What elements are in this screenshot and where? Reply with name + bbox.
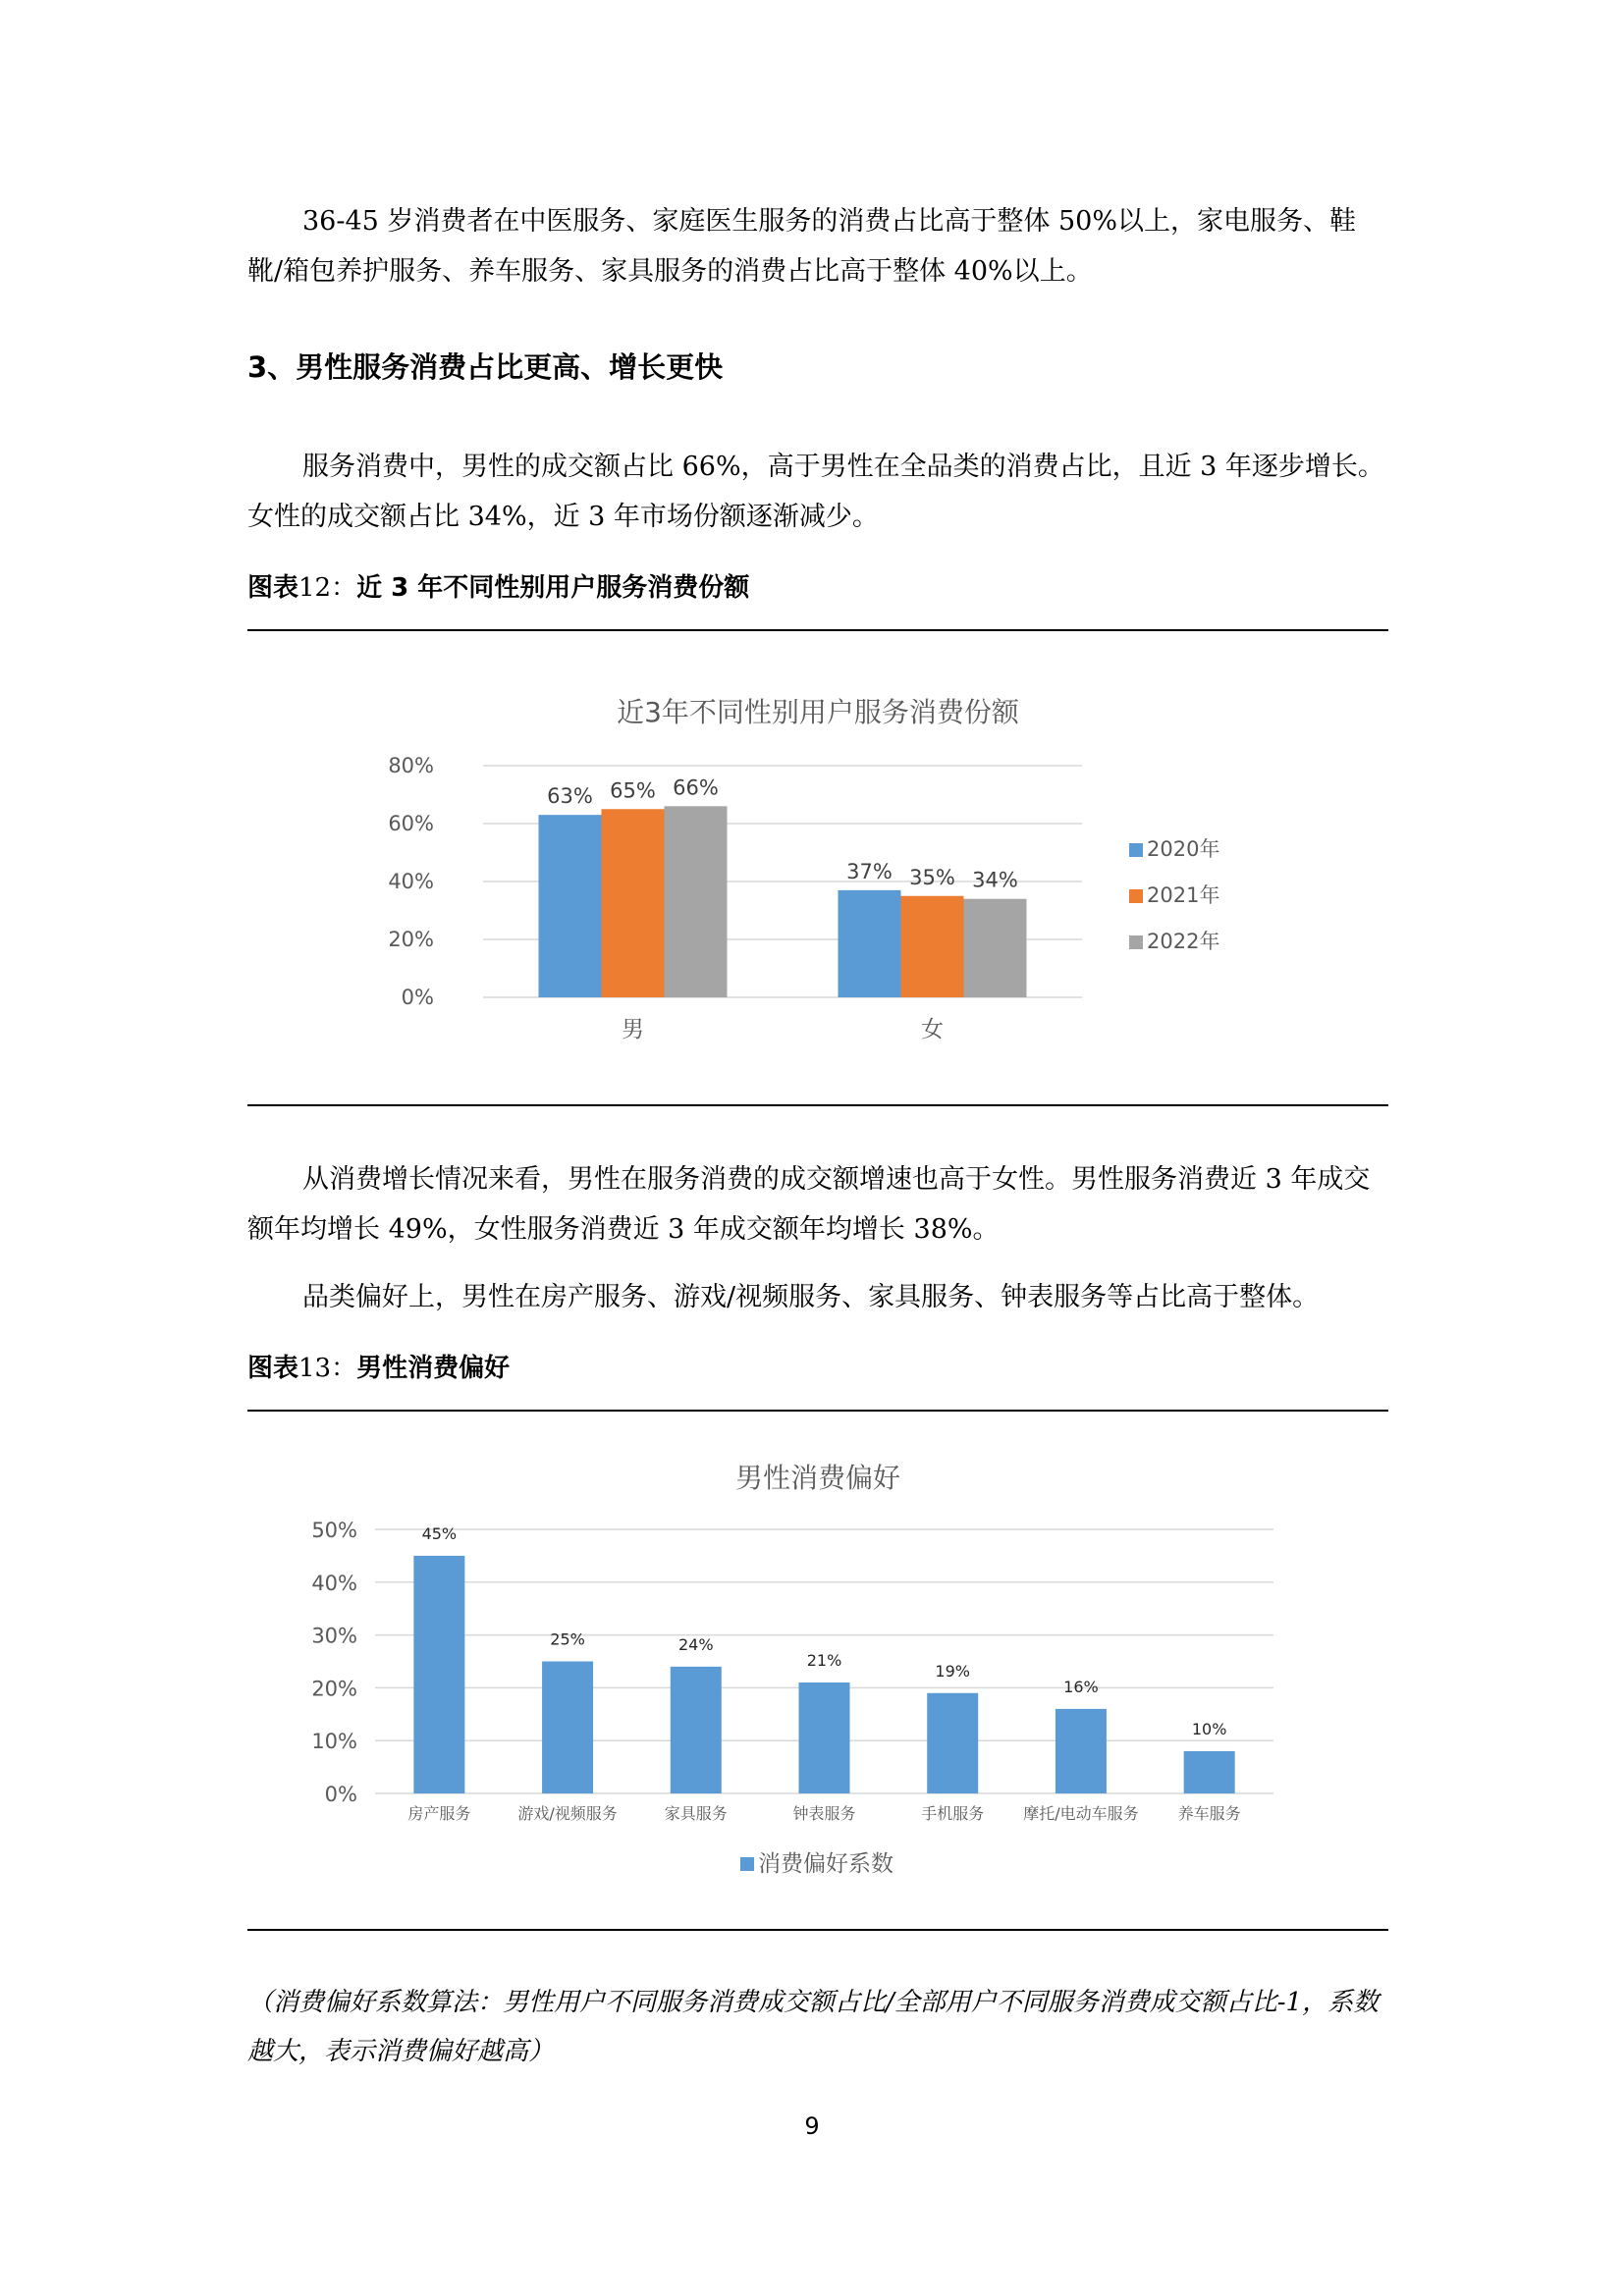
chart2-data-label: 10% <box>1191 1719 1227 1738</box>
figure12-caption <box>247 567 749 604</box>
chart1-ytick-label: 20% <box>388 928 434 951</box>
chart2-bar <box>1056 1709 1107 1793</box>
chart1-category-label: 女 <box>921 1017 944 1042</box>
chart2-data-label: 19% <box>935 1661 970 1681</box>
figure13-bottom-rule <box>247 1929 1388 1931</box>
figure12-top-rule <box>247 629 1388 631</box>
chart2-data-label: 24% <box>678 1634 714 1654</box>
chart1-legend-swatch <box>1129 889 1143 903</box>
chart2-legend-label: 消费偏好系数 <box>758 1851 893 1877</box>
chart1-category-label: 男 <box>622 1017 644 1042</box>
chart2-category-label: 摩托/电动车服务 <box>1023 1804 1139 1823</box>
chart2-category-label: 房产服务 <box>407 1804 471 1823</box>
chart2-bar <box>542 1662 593 1794</box>
paragraph-age-36-45: 36-45 岁消费者在中医服务、家庭医生服务的消费占比高于整体 50%以上，家电服务、鞋靴/箱包养护服务、养车服务、家具服务的消费占比高于整体 40%以上。 <box>247 206 1357 287</box>
chart1-data-label: 63% <box>547 784 593 809</box>
chart1-bar <box>964 899 1027 997</box>
figure13-title: 男性消费偏好 <box>356 1354 511 1383</box>
chart1-ytick-label: 40% <box>388 870 434 893</box>
figure13-caption <box>247 1348 510 1384</box>
chart1-bar <box>839 890 901 997</box>
chart1-legend-swatch <box>1129 843 1143 857</box>
chart1-ytick-label: 0% <box>401 986 434 1009</box>
chart2-ytick-label: 50% <box>311 1519 357 1542</box>
page-number: 9 <box>804 2112 820 2140</box>
chart1-bar <box>539 815 602 997</box>
chart2-ytick-label: 0% <box>324 1783 357 1806</box>
chart1-data-label: 34% <box>972 868 1018 892</box>
chart2-category-label: 家具服务 <box>664 1804 728 1823</box>
figure12-label: 图表 <box>247 573 299 603</box>
chart2-legend-swatch <box>740 1857 754 1871</box>
chart1-data-label: 66% <box>673 775 719 800</box>
figure12-bottom-rule <box>247 1104 1388 1106</box>
chart2-bar <box>799 1682 850 1793</box>
chart2-title: 男性消费偏好 <box>734 1462 901 1494</box>
chart1-data-label: 37% <box>846 859 893 883</box>
chart2-bar <box>413 1556 464 1793</box>
preference-formula-note: （消费偏好系数算法：男性用户不同服务消费成交额占比/全部用户不同服务消费成交额占比-1，系数越大，表示消费偏好越高） <box>247 1988 1380 2066</box>
section-heading: 3、男性服务消费占比更高、增长更快 <box>247 350 724 384</box>
figure12-number: 12： <box>298 573 357 603</box>
figure12-title: 近 3 年不同性别用户服务消费份额 <box>356 573 750 603</box>
chart1-data-label: 65% <box>610 778 656 803</box>
chart1-bar <box>602 809 665 997</box>
chart1-ytick-label: 80% <box>388 754 434 777</box>
figure13-number: 13： <box>298 1354 357 1383</box>
chart1-legend-label: 2020年 <box>1147 837 1220 861</box>
chart2-category-label: 养车服务 <box>1177 1804 1241 1823</box>
chart1-bar <box>901 896 964 997</box>
chart2-data-label: 21% <box>806 1651 842 1671</box>
chart2-ytick-label: 20% <box>311 1677 357 1701</box>
chart1-legend-label: 2021年 <box>1147 883 1220 907</box>
chart1-title: 近3年不同性别用户服务消费份额 <box>617 696 1019 728</box>
chart2-category-label: 手机服务 <box>921 1804 985 1823</box>
chart1-data-label: 35% <box>909 865 955 889</box>
paragraph-preference: 品类偏好上，男性在房产服务、游戏/视频服务、家具服务、钟表服务等占比高于整体。 <box>302 1282 1320 1312</box>
chart1-bar <box>665 806 728 997</box>
chart2-data-label: 45% <box>421 1523 458 1543</box>
chart2-ytick-label: 10% <box>311 1730 357 1754</box>
chart-gender-share <box>247 648 1388 1099</box>
chart-male-preference-svg <box>247 1428 1388 1924</box>
chart-male-preference <box>247 1428 1388 1924</box>
chart2-category-label: 钟表服务 <box>792 1804 856 1823</box>
chart2-data-label: 16% <box>1063 1677 1099 1696</box>
chart2-bar <box>671 1667 722 1793</box>
chart2-data-label: 25% <box>550 1629 585 1649</box>
chart2-category-label: 游戏/视频服务 <box>517 1804 618 1823</box>
chart2-ytick-label: 30% <box>311 1624 357 1648</box>
chart2-bar <box>1184 1751 1235 1793</box>
chart2-ytick-label: 40% <box>311 1571 357 1595</box>
figure13-top-rule <box>247 1410 1388 1412</box>
paragraph-male-share: 服务消费中，男性的成交额占比 66%，高于男性在全品类的消费占比，且近 3 年逐步增长。女性的成交额占比 34%，近 3 年市场份额逐渐减少。 <box>247 452 1384 532</box>
chart1-ytick-label: 60% <box>388 812 434 835</box>
chart-gender-share-svg <box>247 648 1388 1099</box>
chart1-legend-label: 2022年 <box>1147 930 1220 953</box>
chart1-legend-swatch <box>1129 935 1143 949</box>
paragraph-growth: 从消费增长情况来看，男性在服务消费的成交额增速也高于女性。男性服务消费近 3 年成交额年均增长 49%，女性服务消费近 3 年成交额年均增长 38%。 <box>247 1164 1371 1245</box>
chart2-bar <box>927 1693 978 1793</box>
figure13-label: 图表 <box>247 1354 299 1383</box>
